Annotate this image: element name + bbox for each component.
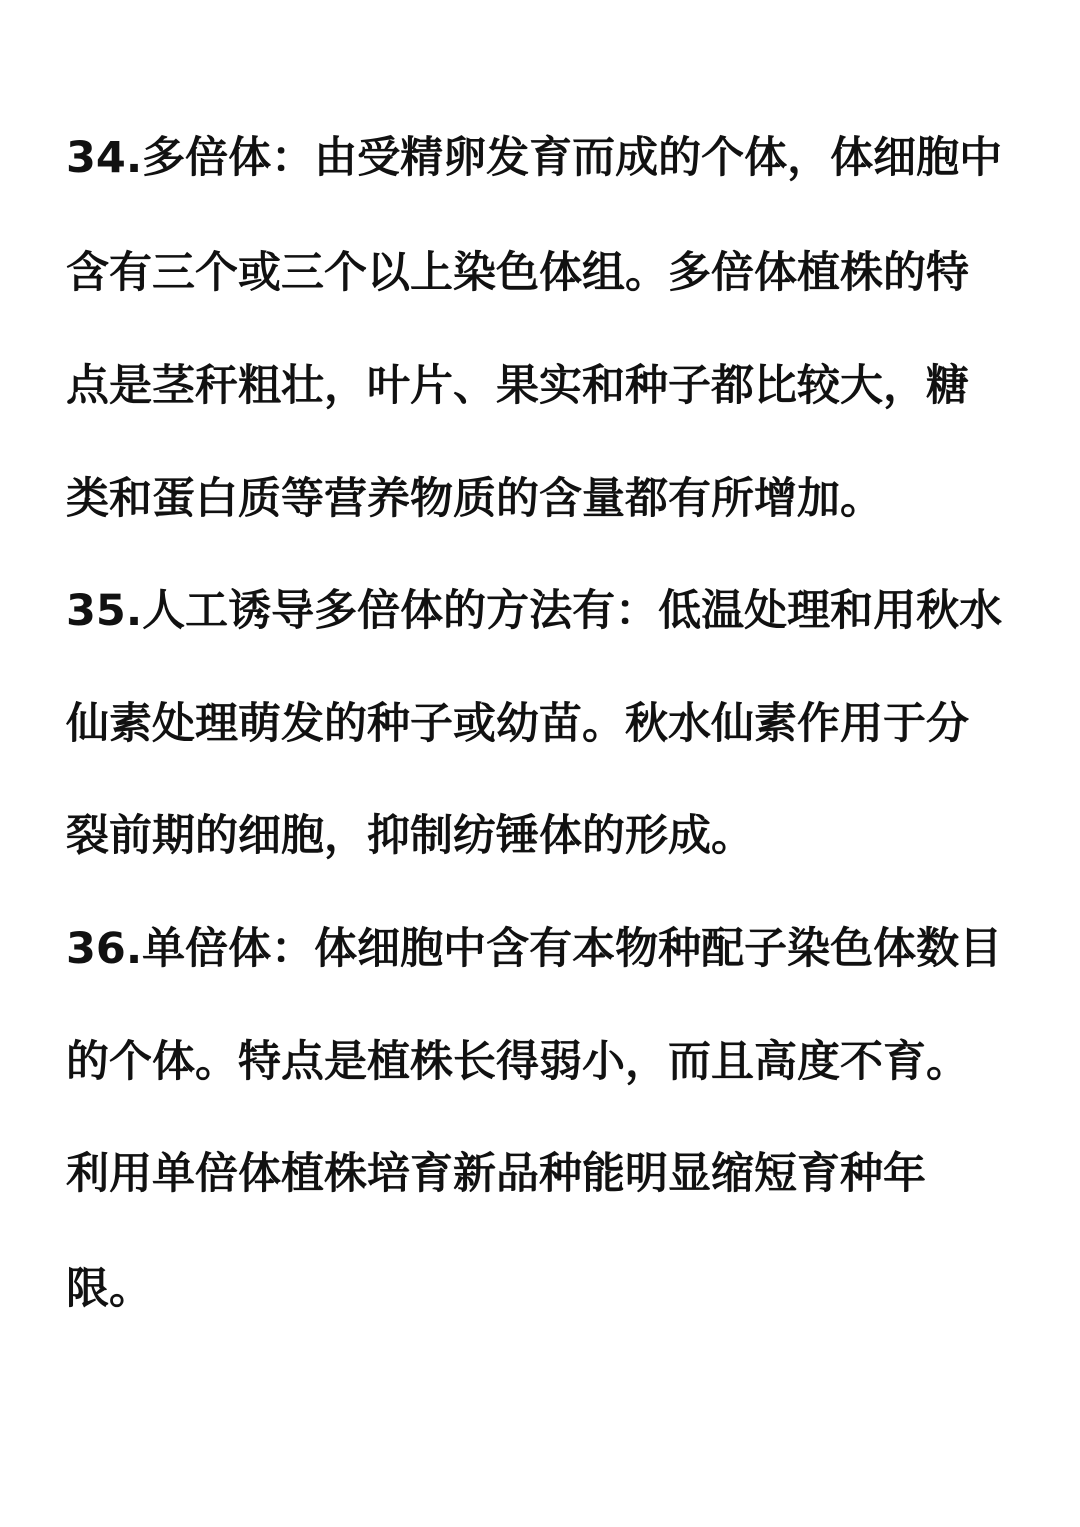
text-line: 36.单倍体：体细胞中含有本物种配子染色体数目 xyxy=(66,924,1003,974)
text-line: 点是茎秆粗壮，叶片、果实和种子都比较大，糖 xyxy=(66,361,969,411)
text-line: 利用单倍体植株培育新品种能明显缩短育种年 xyxy=(66,1149,926,1199)
text-line: 35.人工诱导多倍体的方法有：低温处理和用秋水 xyxy=(66,586,1003,636)
text-line: 仙素处理萌发的种子或幼苗。秋水仙素作用于分 xyxy=(66,699,969,749)
text-line: 类和蛋白质等营养物质的含量都有所增加。 xyxy=(66,474,883,524)
text-line: 裂前期的细胞，抑制纺锤体的形成。 xyxy=(66,811,754,861)
text-line: 限。 xyxy=(66,1264,152,1314)
text-line: 的个体。特点是植株长得弱小，而且高度不育。 xyxy=(66,1037,969,1087)
text-line: 含有三个或三个以上染色体组。多倍体植株的特 xyxy=(66,248,969,298)
text-line: 34.多倍体：由受精卵发育而成的个体，体细胞中 xyxy=(66,133,1003,183)
